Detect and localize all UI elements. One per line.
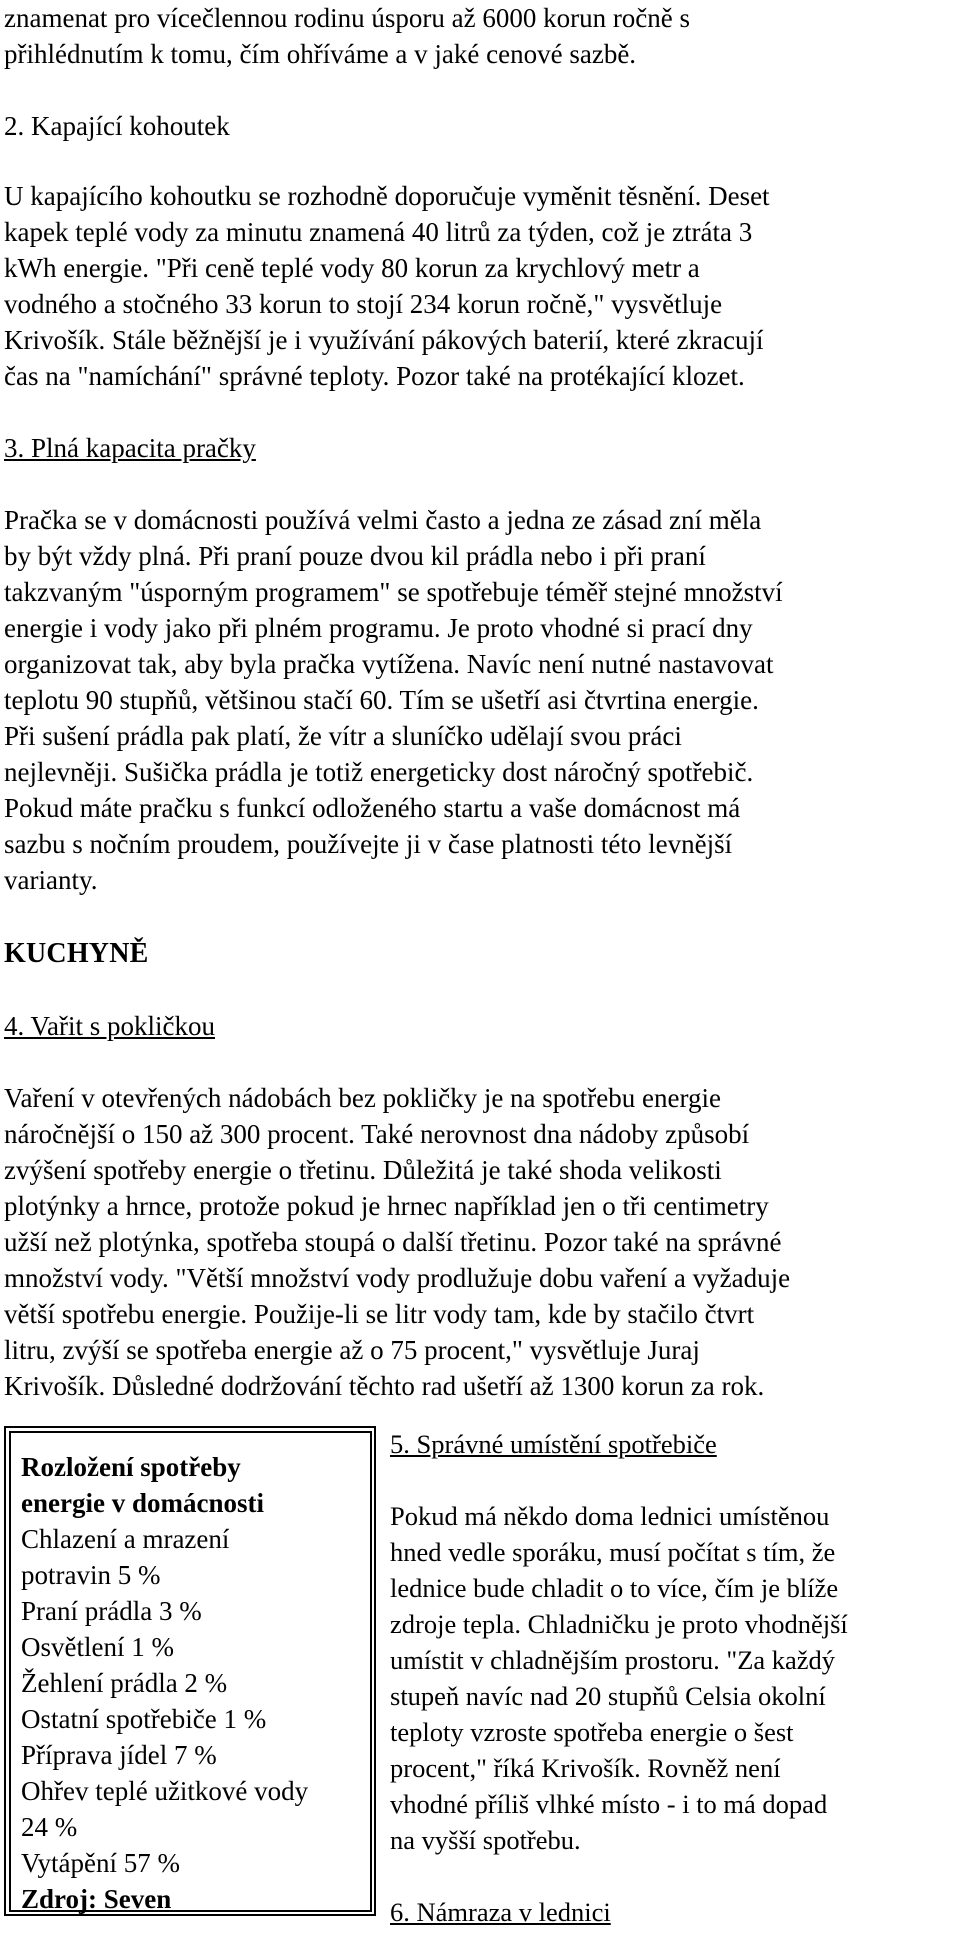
text-line: kWh energie. "Při ceně teplé vody 80 korun za krychlový metr a [4, 253, 700, 283]
text-line: Krivošík. Důsledné dodržování těchto rad ušetří až 1300 korun za rok. [4, 1371, 765, 1401]
text-line: Pračka se v domácnosti používá velmi často a jedna ze zásad zní měla [4, 505, 762, 535]
section-heading-3: 3. Plná kapacita pračky [4, 433, 256, 463]
box-title-line: Rozložení spotřeby [21, 1452, 241, 1482]
box-line: Osvětlení 1 % [21, 1632, 174, 1662]
section-3-paragraph [4, 502, 956, 898]
text-line: varianty. [4, 865, 98, 895]
section-4-paragraph [4, 1080, 956, 1404]
box-line: Praní prádla 3 % [21, 1596, 202, 1626]
text-line: větší spotřebu energie. Použije-li se litr vody tam, kde by stačilo čtvrt [4, 1299, 755, 1329]
section-5-column [390, 1426, 956, 1930]
section-heading-5: 5. Správné umístění spotřebiče [390, 1429, 717, 1459]
text-line: lednice bude chladit o to více, čím je blíže [390, 1573, 839, 1603]
box-line: Ostatní spotřebiče 1 % [21, 1704, 267, 1734]
text-line: přihlédnutím k tomu, čím ohříváme a v jaké cenové sazbě. [4, 39, 637, 69]
text-line: sazbu s nočním proudem, používejte ji v čase platnosti této levnější [4, 829, 733, 859]
text-line: čas na "namíchání" správné teploty. Pozor také na protékající klozet. [4, 361, 745, 391]
energy-distribution-box [4, 1426, 376, 1916]
intro-paragraph [4, 0, 956, 72]
text-line: litru, zvýší se spotřeba energie až o 75 procent," vysvětluje Juraj [4, 1335, 700, 1365]
text-line: U kapajícího kohoutku se rozhodně doporučuje vyměnit těsnění. Deset [4, 181, 770, 211]
section-5-paragraph [390, 1498, 956, 1858]
text-line: nejlevněji. Sušička prádla je totiž energeticky dost náročný spotřebič. [4, 757, 754, 787]
text-line: umístit v chladnějším prostoru. "Za každý [390, 1645, 836, 1675]
text-line: Krivošík. Stále běžnější je i využívání pákových baterií, které zkracují [4, 325, 764, 355]
text-line: hned vedle sporáku, musí počítat s tím, že [390, 1537, 836, 1567]
text-line: Při sušení prádla pak platí, že vítr a sluníčko udělají svou práci [4, 721, 682, 751]
kitchen-heading: KUCHYNĚ [4, 938, 149, 969]
text-line: vodného a stočného 33 korun to stojí 234 korun ročně," vysvětluje [4, 289, 723, 319]
text-line: znamenat pro vícečlennou rodinu úsporu až 6000 korun ročně s [4, 3, 691, 33]
box-line: Chlazení a mrazení [21, 1524, 230, 1554]
section-2-paragraph [4, 178, 956, 394]
text-line: Pokud má někdo doma lednici umístěnou [390, 1501, 830, 1531]
text-line: kapek teplé vody za minutu znamená 40 litrů za týden, což je ztráta 3 [4, 217, 753, 247]
box-line: Vytápění 57 % [21, 1848, 180, 1878]
text-line: energie i vody jako při plném programu. Je proto vhodné si prací dny [4, 613, 753, 643]
text-line: zvýšení spotřeby energie o třetinu. Důležitá je také shoda velikosti [4, 1155, 722, 1185]
box-line: Ohřev teplé užitkové vody [21, 1776, 309, 1806]
text-line: takzvaným "úsporným programem" se spotřebuje téměř stejné množství [4, 577, 783, 607]
text-line: zdroje tepla. Chladničku je proto vhodnější [390, 1609, 848, 1639]
text-line: vhodné příliš vlhké místo - i to má dopad [390, 1789, 828, 1819]
box-line: potravin 5 % [21, 1560, 161, 1590]
text-line: by být vždy plná. Při praní pouze dvou kil prádla nebo i při praní [4, 541, 706, 571]
box-source: Zdroj: Seven [21, 1884, 172, 1914]
box-line: 24 % [21, 1812, 78, 1842]
two-column-area [4, 1426, 956, 1930]
text-line: Vaření v otevřených nádobách bez pokličky je na spotřebu energie [4, 1083, 721, 1113]
text-line: užší než plotýnka, spotřeba stoupá o další třetinu. Pozor také na správné [4, 1227, 782, 1257]
text-line: Pokud máte pračku s funkcí odloženého startu a vaše domácnost má [4, 793, 741, 823]
section-heading-6: 6. Námraza v lednici [390, 1897, 611, 1927]
box-title-line: energie v domácnosti [21, 1488, 264, 1518]
text-line: množství vody. "Větší množství vody prodlužuje dobu vaření a vyžaduje [4, 1263, 791, 1293]
box-line: Žehlení prádla 2 % [21, 1668, 228, 1698]
text-line: stupeň navíc nad 20 stupňů Celsia okolní [390, 1681, 826, 1711]
section-heading-4: 4. Vařit s pokličkou [4, 1011, 215, 1041]
box-line: Příprava jídel 7 % [21, 1740, 217, 1770]
text-line: plotýnky a hrnce, protože pokud je hrnec například jen o tři centimetry [4, 1191, 769, 1221]
text-line: procent," říká Krivošík. Rovněž není [390, 1753, 781, 1783]
section-heading-2: 2. Kapající kohoutek [4, 111, 230, 141]
text-line: na vyšší spotřebu. [390, 1825, 581, 1855]
text-line: teploty vzroste spotřeba energie o šest [390, 1717, 794, 1747]
text-line: organizovat tak, aby byla pračka vytížena. Navíc není nutné nastavovat [4, 649, 774, 679]
text-line: náročnější o 150 až 300 procent. Také nerovnost dna nádoby způsobí [4, 1119, 750, 1149]
text-line: teplotu 90 stupňů, většinou stačí 60. Tím se ušetří asi čtvrtina energie. [4, 685, 759, 715]
